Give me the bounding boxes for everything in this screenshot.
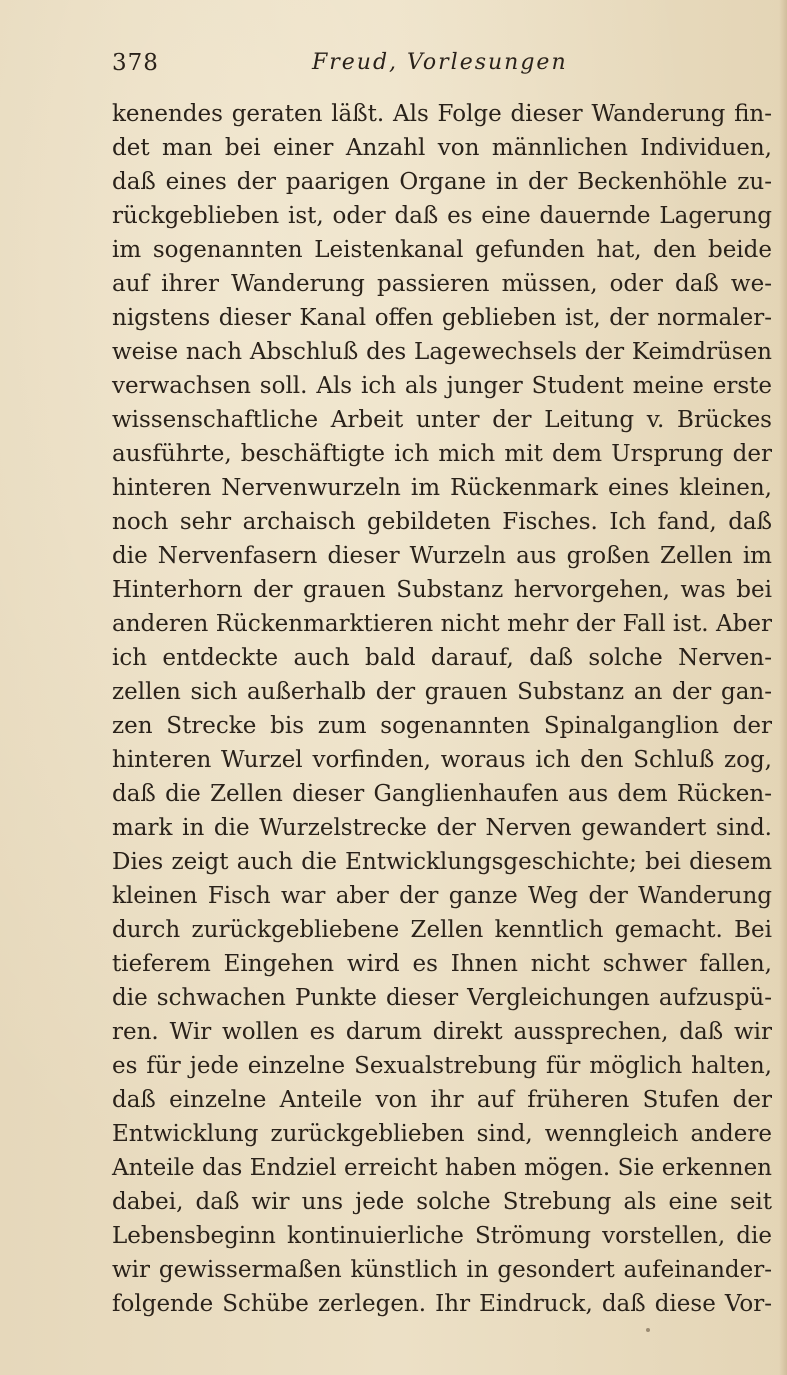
text-line: Anteile das Endziel erreicht haben mögen. Sie erkennen — [112, 1155, 772, 1181]
text-line: ren. Wir wollen es darum direkt aussprechen, daß wir — [112, 1019, 772, 1045]
text-line: folgende Schübe zerlegen. Ihr Eindruck, daß diese Vor- — [112, 1291, 772, 1317]
text-line: kenendes geraten läßt. Als Folge dieser Wanderung fin- — [112, 101, 772, 127]
text-line: hinteren Nervenwurzeln im Rückenmark eines kleinen, — [112, 475, 772, 501]
text-line: daß einzelne Anteile von ihr auf früheren Stufen der — [112, 1087, 772, 1113]
text-line: wissenschaftliche Arbeit unter der Leitung v. Brückes — [112, 407, 772, 433]
text-line: anderen Rückenmarktieren nicht mehr der Fall ist. Aber — [112, 611, 772, 637]
text-line: Lebensbeginn kontinuierliche Strömung vorstellen, die — [112, 1223, 772, 1249]
text-line: Dies zeigt auch die Entwicklungsgeschichte; bei diesem — [112, 849, 772, 875]
text-line: daß die Zellen dieser Ganglienhaufen aus dem Rücken- — [112, 781, 772, 807]
text-line: die schwachen Punkte dieser Vergleichungen aufzuspü- — [112, 985, 772, 1011]
running-head: Freud, Vorlesungen — [312, 50, 568, 75]
text-line: Hinterhorn der grauen Substanz hervorgehen, was bei — [112, 577, 772, 603]
text-line: hinteren Wurzel vorfinden, woraus ich den Schluß zog, — [112, 747, 772, 773]
text-line: dabei, daß wir uns jede solche Strebung als eine seit — [112, 1189, 772, 1215]
paper-speck — [646, 1328, 650, 1332]
text-line: zen Strecke bis zum sogenannten Spinalganglion der — [112, 713, 772, 739]
text-line: verwachsen soll. Als ich als junger Student meine erste — [112, 373, 772, 399]
text-line: Entwicklung zurückgeblieben sind, wenngleich andere — [112, 1121, 772, 1147]
text-line: im sogenannten Leistenkanal gefunden hat, den beide — [112, 237, 772, 263]
text-line: rückgeblieben ist, oder daß es eine dauernde Lagerung — [112, 203, 772, 229]
text-line: nigstens dieser Kanal offen geblieben ist, der normaler- — [112, 305, 772, 331]
text-line: mark in die Wurzelstrecke der Nerven gewandert sind. — [112, 815, 772, 841]
text-line: ich entdeckte auch bald darauf, daß solche Nerven- — [112, 645, 772, 671]
text-line: daß eines der paarigen Organe in der Beckenhöhle zu- — [112, 169, 772, 195]
text-line: auf ihrer Wanderung passieren müssen, oder daß we- — [112, 271, 772, 297]
body-text — [112, 97, 772, 1321]
page-edge — [779, 0, 787, 1375]
text-line: es für jede einzelne Sexualstrebung für möglich halten, — [112, 1053, 772, 1079]
page-number: 378 — [112, 50, 159, 76]
text-line: kleinen Fisch war aber der ganze Weg der Wanderung — [112, 883, 772, 909]
text-line: weise nach Abschluß des Lagewechsels der Keimdrüsen — [112, 339, 772, 365]
text-line: ausführte, beschäftigte ich mich mit dem Ursprung der — [112, 441, 772, 467]
text-line: noch sehr archaisch gebildeten Fisches. Ich fand, daß — [112, 509, 772, 535]
text-line: tieferem Eingehen wird es Ihnen nicht schwer fallen, — [112, 951, 772, 977]
page-header — [112, 50, 672, 90]
text-line: durch zurückgebliebene Zellen kenntlich gemacht. Bei — [112, 917, 772, 943]
text-line: wir gewissermaßen künstlich in gesondert aufeinander- — [112, 1257, 772, 1283]
text-line: zellen sich außerhalb der grauen Substanz an der gan- — [112, 679, 772, 705]
text-line: det man bei einer Anzahl von männlichen Individuen, — [112, 135, 772, 161]
text-line: die Nervenfasern dieser Wurzeln aus großen Zellen im — [112, 543, 772, 569]
